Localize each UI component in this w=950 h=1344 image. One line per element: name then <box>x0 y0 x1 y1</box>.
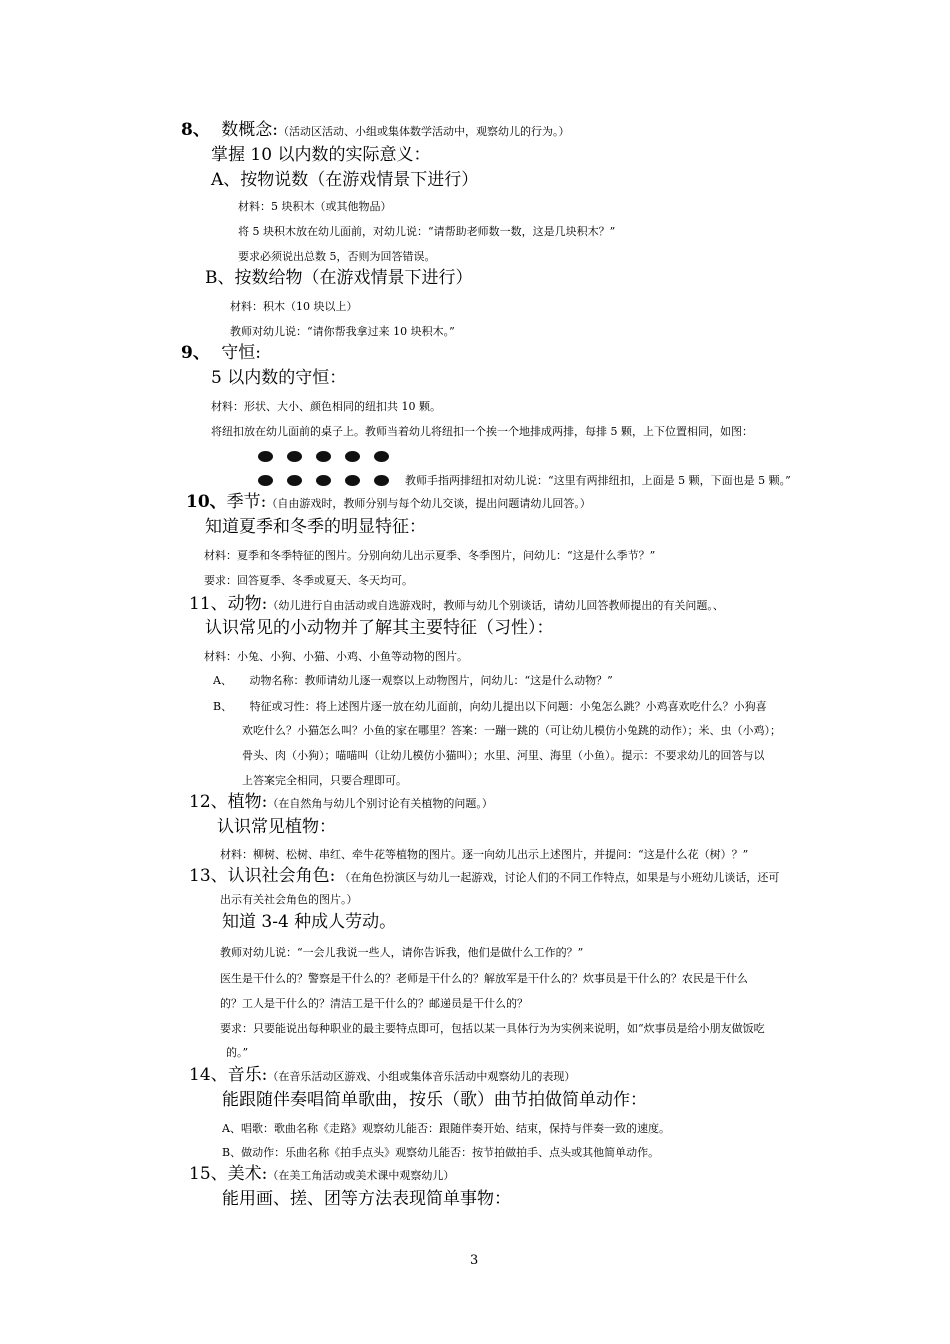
s8-heading <box>181 120 569 141</box>
s8-a-line1: 材料：5 块积木（或其他物品） <box>238 200 392 213</box>
s11-b-label: B、 <box>213 700 233 713</box>
button-dot <box>287 451 302 462</box>
s9-goal: 5 以内数的守恒： <box>211 368 347 388</box>
s11-heading <box>189 594 724 615</box>
s12-goal: 认识常见植物： <box>217 817 336 837</box>
s13-line4: 要求：只要能说出每种职业的最主要特点即可，包括以某一具体行为为实例来说明，如“炊事员是给小朋友做饭吃 <box>220 1022 765 1035</box>
s12-number: 12、 <box>189 792 228 812</box>
s14-line1: A、唱歌：歌曲名称《走路》观察幼儿能否：跟随伴奏开始、结束，保持与伴奏一致的速度。 <box>222 1122 670 1135</box>
s11-b-line3: 骨头、肉（小狗）；喵喵叫（让幼儿模仿小猫叫）；水里、河里、海里（小鱼）。提示：不要求幼儿的回答与以 <box>242 749 765 762</box>
s10-title: 季节: <box>226 492 267 512</box>
s15-title: 美术: <box>227 1164 268 1184</box>
s11-line1: 材料：小兔、小狗、小猫、小鸡、小鱼等动物的图片。 <box>204 650 468 663</box>
s9-line2: 将纽扣放在幼儿面前的桌子上。教师当着幼儿将纽扣一个挨一个地排成两排，每排 5 颗，上下位置相同，如图： <box>211 425 753 438</box>
button-dot <box>316 475 331 486</box>
s10-note: （自由游戏时，教师分别与每个幼儿交谈，提出问题请幼儿回答。） <box>266 497 591 510</box>
s15-note: （在美工角活动或美术课中观察幼儿） <box>267 1169 455 1182</box>
button-dot <box>287 475 302 486</box>
s11-b-line4: 上答案完全相同，只要合理即可。 <box>242 774 407 787</box>
s9-line1: 材料：形状、大小、颜色相同的纽扣共 10 颗。 <box>211 400 441 413</box>
s8-b-line2: 教师对幼儿说：“请你帮我拿过来 10 块积木。” <box>230 325 455 338</box>
s9-heading <box>181 343 261 364</box>
button-dot <box>258 451 273 462</box>
s15-number: 15、 <box>189 1164 228 1184</box>
s11-number: 11、 <box>189 594 228 614</box>
s15-heading <box>189 1164 454 1185</box>
button-rows-figure <box>258 451 398 491</box>
button-dot <box>345 451 360 462</box>
s15-goal: 能用画、搓、团等方法表现简单事物： <box>222 1189 511 1209</box>
s13-line2: 医生是干什么的？警察是干什么的？老师是干什么的？解放军是干什么的？炊事员是干什么的？农民是干什么 <box>220 972 748 985</box>
s12-title: 植物: <box>227 792 268 812</box>
s14-goal: 能跟随伴奏唱简单歌曲，按乐（歌）曲节拍做简单动作： <box>222 1090 647 1110</box>
s10-number: 10、 <box>186 492 227 512</box>
s10-heading <box>186 492 591 513</box>
s14-line2: B、做动作：乐曲名称《拍手点头》观察幼儿能否：按节拍做拍手、点头或其他简单动作。 <box>222 1146 660 1159</box>
s11-a-text: 动物名称：教师请幼儿逐一观察以上动物图片，问幼儿：“这是什么动物？” <box>249 674 613 687</box>
s13-goal: 知道 3-4 种成人劳动。 <box>222 912 397 932</box>
button-dot <box>345 475 360 486</box>
s8-a-title: A、按物说数（在游戏情景下进行） <box>211 170 479 190</box>
s9-title: 守恒: <box>221 343 261 363</box>
button-dot <box>374 451 389 462</box>
button-dot <box>258 475 273 486</box>
s11-goal: 认识常见的小动物并了解其主要特征（习性）： <box>205 618 554 638</box>
s9-number: 9、 <box>181 343 210 363</box>
s13-line3: 的？工人是干什么的？清洁工是干什么的？邮递员是干什么的？ <box>220 997 528 1010</box>
s9-line3: 教师手指两排纽扣对幼儿说：“这里有两排纽扣，上面是 5 颗，下面也是 5 颗。” <box>405 474 791 487</box>
s11-note: （幼儿进行自由活动或自选游戏时，教师与幼儿个别谈话，请幼儿回答教师提出的有关问题。、 <box>267 599 724 612</box>
s8-note: （活动区活动、小组或集体数学活动中，观察幼儿的行为。） <box>277 125 570 138</box>
button-dot <box>316 451 331 462</box>
s10-goal: 知道夏季和冬季的明显特征： <box>205 517 426 537</box>
s13-note: （在角色扮演区与幼儿一起游戏，讨论人们的不同工作特点，如果是与小班幼儿谈话，还可 <box>339 871 780 884</box>
s8-title: 数概念: <box>221 120 278 140</box>
s13-note-line2: 出示有关社会角色的图片。） <box>220 893 358 906</box>
button-dot <box>374 475 389 486</box>
s8-b-line1: 材料：积木（10 块以上） <box>230 300 358 313</box>
s11-b-line1: 特征或习性：将上述图片逐一放在幼儿面前，向幼儿提出以下问题：小兔怎么跳？小鸡喜欢吃什么？小狗喜 <box>249 700 767 713</box>
s12-line1: 材料：柳树、松树、串红、牵牛花等植物的图片。逐一向幼儿出示上述图片，并提问：“这是什么花（树）？” <box>220 848 749 861</box>
s11-b-line2: 欢吃什么？小猫怎么叫？小鱼的家在哪里？答案：一蹦一跳的（可让幼儿模仿小兔跳的动作）；米、虫（小鸡）； <box>242 724 781 737</box>
s12-heading <box>189 792 493 813</box>
s12-note: （在自然角与幼儿个别讨论有关植物的问题。） <box>267 797 493 810</box>
s14-heading <box>189 1065 575 1086</box>
s13-title: 认识社会角色: <box>227 866 336 886</box>
s14-note: （在音乐活动区游戏、小组或集体音乐活动中观察幼儿的表现） <box>267 1070 576 1083</box>
s8-a-line2: 将 5 块积木放在幼儿面前，对幼儿说：“请帮助老师数一数，这是几块积木？” <box>238 225 616 238</box>
s11-title: 动物: <box>227 594 268 614</box>
s13-number: 13、 <box>189 866 228 886</box>
s10-line1: 材料：夏季和冬季特征的图片。分别向幼儿出示夏季、冬季图片，问幼儿：“这是什么季节？” <box>204 549 656 562</box>
s10-line2: 要求：回答夏季、冬季或夏天、冬天均可。 <box>204 574 413 587</box>
s8-b-title: B、按数给物（在游戏情景下进行） <box>205 268 473 288</box>
s8-goal: 掌握 10 以内数的实际意义： <box>211 145 431 165</box>
s8-a-line3: 要求必须说出总数 5，否则为回答错误。 <box>238 250 436 263</box>
s11-b <box>213 700 767 714</box>
page-number: 3 <box>470 1253 479 1268</box>
s11-a-label: A、 <box>213 674 232 687</box>
s14-number: 14、 <box>189 1065 228 1085</box>
s13-heading <box>189 866 779 887</box>
s14-title: 音乐: <box>227 1065 268 1085</box>
s8-number: 8、 <box>181 120 210 140</box>
s13-line1: 教师对幼儿说：“一会儿我说一些人，请你告诉我，他们是做什么工作的？” <box>220 946 584 959</box>
s13-line5: 的。” <box>226 1046 249 1059</box>
s11-a <box>213 674 613 688</box>
